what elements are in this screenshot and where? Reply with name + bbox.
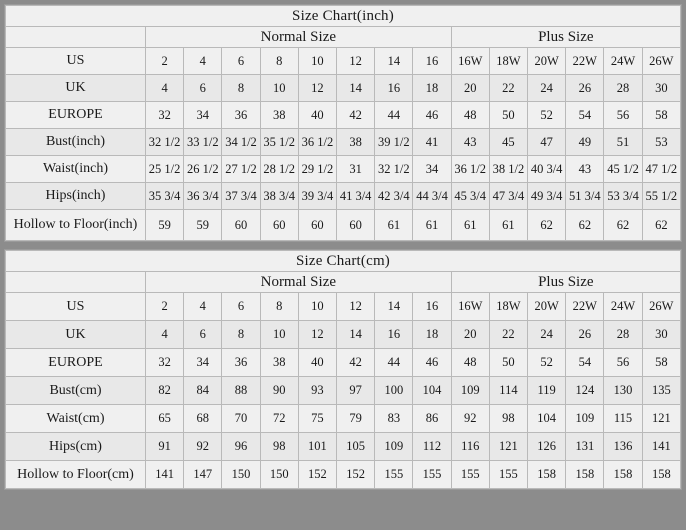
cell: 39 3/4 [298,183,336,210]
cell: 4 [146,75,184,102]
cell: 16 [375,75,413,102]
cell: 58 [642,102,680,129]
cell: 16W [451,293,489,321]
cell: 126 [528,433,566,461]
cell: 24 [528,75,566,102]
cell: 47 1/2 [642,156,680,183]
cell: 6 [184,75,222,102]
cell: 30 [642,75,680,102]
cell: 18W [489,48,527,75]
cell: 116 [451,433,489,461]
chart-title: Size Chart(inch) [6,6,681,27]
cell: 10 [260,321,298,349]
row-label: Hollow to Floor(inch) [6,210,146,241]
cell: 135 [642,377,680,405]
cell: 12 [337,48,375,75]
cell: 8 [260,48,298,75]
chart-title: Size Chart(cm) [6,251,681,272]
cell: 79 [337,405,375,433]
cell: 62 [566,210,604,241]
cell: 53 [642,129,680,156]
cell: 18W [489,293,527,321]
table-row [6,75,681,102]
row-label: Hips(cm) [6,433,146,461]
cell: 41 [413,129,451,156]
table-row [6,183,681,210]
cell: 55 1/2 [642,183,680,210]
cell: 59 [184,210,222,241]
cell: 20W [528,293,566,321]
cell: 59 [146,210,184,241]
cell: 16 [413,293,451,321]
cell: 24W [604,48,642,75]
cell: 121 [489,433,527,461]
cell: 14 [375,293,413,321]
cell: 14 [337,75,375,102]
cell: 98 [260,433,298,461]
cell: 60 [337,210,375,241]
cell: 40 3/4 [528,156,566,183]
cell: 43 [451,129,489,156]
cell: 114 [489,377,527,405]
cell: 42 [337,102,375,129]
table-row [6,349,681,377]
cell: 121 [642,405,680,433]
row-label: EUROPE [6,349,146,377]
cell: 119 [528,377,566,405]
cell: 10 [260,75,298,102]
cell: 147 [184,461,222,489]
group-header-plus-size: Plus Size [451,272,680,293]
cell: 40 [298,102,336,129]
table-row [6,461,681,489]
cell: 92 [451,405,489,433]
cell: 92 [184,433,222,461]
group-header-blank [6,272,146,293]
cell: 26 [566,321,604,349]
table-row [6,321,681,349]
row-label: UK [6,321,146,349]
cell: 34 [184,349,222,377]
cell: 36 [222,349,260,377]
cell: 105 [337,433,375,461]
cell: 141 [146,461,184,489]
cell: 152 [298,461,336,489]
cell: 37 3/4 [222,183,260,210]
cell: 56 [604,102,642,129]
cell: 25 1/2 [146,156,184,183]
cell: 124 [566,377,604,405]
cell: 33 1/2 [184,129,222,156]
cell: 47 3/4 [489,183,527,210]
cell: 70 [222,405,260,433]
group-header-blank [6,27,146,48]
cell: 141 [642,433,680,461]
cell: 26 [566,75,604,102]
cell: 6 [222,293,260,321]
cell: 44 3/4 [413,183,451,210]
cell: 4 [146,321,184,349]
size-chart-cm [4,249,682,490]
cell: 29 1/2 [298,156,336,183]
cell: 16 [413,48,451,75]
size-chart-inch [4,4,682,242]
cell: 155 [375,461,413,489]
cell: 61 [413,210,451,241]
cell: 46 [413,349,451,377]
cell: 158 [566,461,604,489]
cell: 86 [413,405,451,433]
cell: 155 [489,461,527,489]
table-group-row [6,272,681,293]
cell: 46 [413,102,451,129]
cell: 20 [451,75,489,102]
cell: 82 [146,377,184,405]
cell: 44 [375,349,413,377]
cell: 51 [604,129,642,156]
cell: 41 3/4 [337,183,375,210]
table-row [6,433,681,461]
cell: 130 [604,377,642,405]
cell: 60 [260,210,298,241]
cell: 109 [451,377,489,405]
row-label: US [6,293,146,321]
cell: 60 [298,210,336,241]
cell: 24W [604,293,642,321]
cell: 28 1/2 [260,156,298,183]
cell: 60 [222,210,260,241]
cell: 109 [375,433,413,461]
cell: 45 1/2 [604,156,642,183]
cell: 104 [528,405,566,433]
cell: 158 [642,461,680,489]
cell: 2 [146,48,184,75]
cell: 61 [451,210,489,241]
cell: 97 [337,377,375,405]
cell: 26 1/2 [184,156,222,183]
cell: 38 [260,102,298,129]
cell: 45 3/4 [451,183,489,210]
cell: 96 [222,433,260,461]
cell: 152 [337,461,375,489]
cell: 40 [298,349,336,377]
cell: 4 [184,293,222,321]
table-row [6,405,681,433]
cell: 10 [298,293,336,321]
cell: 32 [146,349,184,377]
cell: 22W [566,293,604,321]
size-table-cm [5,250,681,489]
table-title-row [6,251,681,272]
cell: 158 [528,461,566,489]
cell: 36 [222,102,260,129]
cell: 52 [528,349,566,377]
cell: 61 [489,210,527,241]
cell: 49 3/4 [528,183,566,210]
cell: 34 [413,156,451,183]
row-label: Hollow to Floor(cm) [6,461,146,489]
table-group-row [6,27,681,48]
cell: 50 [489,349,527,377]
cell: 42 3/4 [375,183,413,210]
cell: 35 3/4 [146,183,184,210]
cell: 22 [489,75,527,102]
group-header-plus-size: Plus Size [451,27,680,48]
cell: 14 [375,48,413,75]
row-label: UK [6,75,146,102]
cell: 54 [566,349,604,377]
group-header-normal-size: Normal Size [146,272,452,293]
cell: 49 [566,129,604,156]
cell: 62 [604,210,642,241]
cell: 83 [375,405,413,433]
cell: 72 [260,405,298,433]
cell: 18 [413,75,451,102]
row-label: Hips(inch) [6,183,146,210]
cell: 8 [260,293,298,321]
cell: 51 3/4 [566,183,604,210]
cell: 54 [566,102,604,129]
cell: 61 [375,210,413,241]
cell: 98 [489,405,527,433]
cell: 12 [298,75,336,102]
row-label: Bust(cm) [6,377,146,405]
cell: 14 [337,321,375,349]
cell: 38 [337,129,375,156]
cell: 155 [451,461,489,489]
table-row [6,156,681,183]
cell: 10 [298,48,336,75]
cell: 48 [451,102,489,129]
cell: 32 1/2 [375,156,413,183]
cell: 28 [604,321,642,349]
cell: 62 [642,210,680,241]
cell: 84 [184,377,222,405]
cell: 52 [528,102,566,129]
cell: 101 [298,433,336,461]
row-label: Bust(inch) [6,129,146,156]
cell: 100 [375,377,413,405]
cell: 112 [413,433,451,461]
cell: 44 [375,102,413,129]
cell: 24 [528,321,566,349]
cell: 32 [146,102,184,129]
cell: 53 3/4 [604,183,642,210]
cell: 68 [184,405,222,433]
cell: 47 [528,129,566,156]
cell: 26W [642,293,680,321]
cell: 27 1/2 [222,156,260,183]
cell: 26W [642,48,680,75]
size-table-inch [5,5,681,241]
table-title-row [6,6,681,27]
table-row [6,210,681,241]
cell: 104 [413,377,451,405]
group-header-normal-size: Normal Size [146,27,452,48]
cell: 32 1/2 [146,129,184,156]
cell: 45 [489,129,527,156]
cell: 58 [642,349,680,377]
cell: 109 [566,405,604,433]
cell: 6 [184,321,222,349]
cell: 158 [604,461,642,489]
cell: 131 [566,433,604,461]
cell: 115 [604,405,642,433]
cell: 150 [222,461,260,489]
cell: 50 [489,102,527,129]
cell: 43 [566,156,604,183]
cell: 150 [260,461,298,489]
cell: 20 [451,321,489,349]
cell: 34 1/2 [222,129,260,156]
cell: 35 1/2 [260,129,298,156]
cell: 36 1/2 [451,156,489,183]
cell: 34 [184,102,222,129]
cell: 65 [146,405,184,433]
cell: 36 1/2 [298,129,336,156]
cell: 12 [298,321,336,349]
cell: 88 [222,377,260,405]
cell: 30 [642,321,680,349]
cell: 8 [222,321,260,349]
cell: 12 [337,293,375,321]
cell: 90 [260,377,298,405]
row-label: US [6,48,146,75]
cell: 16W [451,48,489,75]
cell: 93 [298,377,336,405]
cell: 6 [222,48,260,75]
cell: 75 [298,405,336,433]
cell: 42 [337,349,375,377]
table-row [6,102,681,129]
cell: 38 [260,349,298,377]
table-row [6,48,681,75]
row-label: Waist(inch) [6,156,146,183]
cell: 62 [528,210,566,241]
cell: 136 [604,433,642,461]
table-row [6,129,681,156]
cell: 39 1/2 [375,129,413,156]
cell: 20W [528,48,566,75]
cell: 22 [489,321,527,349]
cell: 18 [413,321,451,349]
cell: 4 [184,48,222,75]
cell: 2 [146,293,184,321]
cell: 38 1/2 [489,156,527,183]
cell: 8 [222,75,260,102]
cell: 91 [146,433,184,461]
cell: 22W [566,48,604,75]
cell: 16 [375,321,413,349]
cell: 31 [337,156,375,183]
cell: 155 [413,461,451,489]
row-label: Waist(cm) [6,405,146,433]
table-row [6,377,681,405]
cell: 48 [451,349,489,377]
row-label: EUROPE [6,102,146,129]
cell: 36 3/4 [184,183,222,210]
cell: 28 [604,75,642,102]
cell: 56 [604,349,642,377]
table-row [6,293,681,321]
cell: 38 3/4 [260,183,298,210]
